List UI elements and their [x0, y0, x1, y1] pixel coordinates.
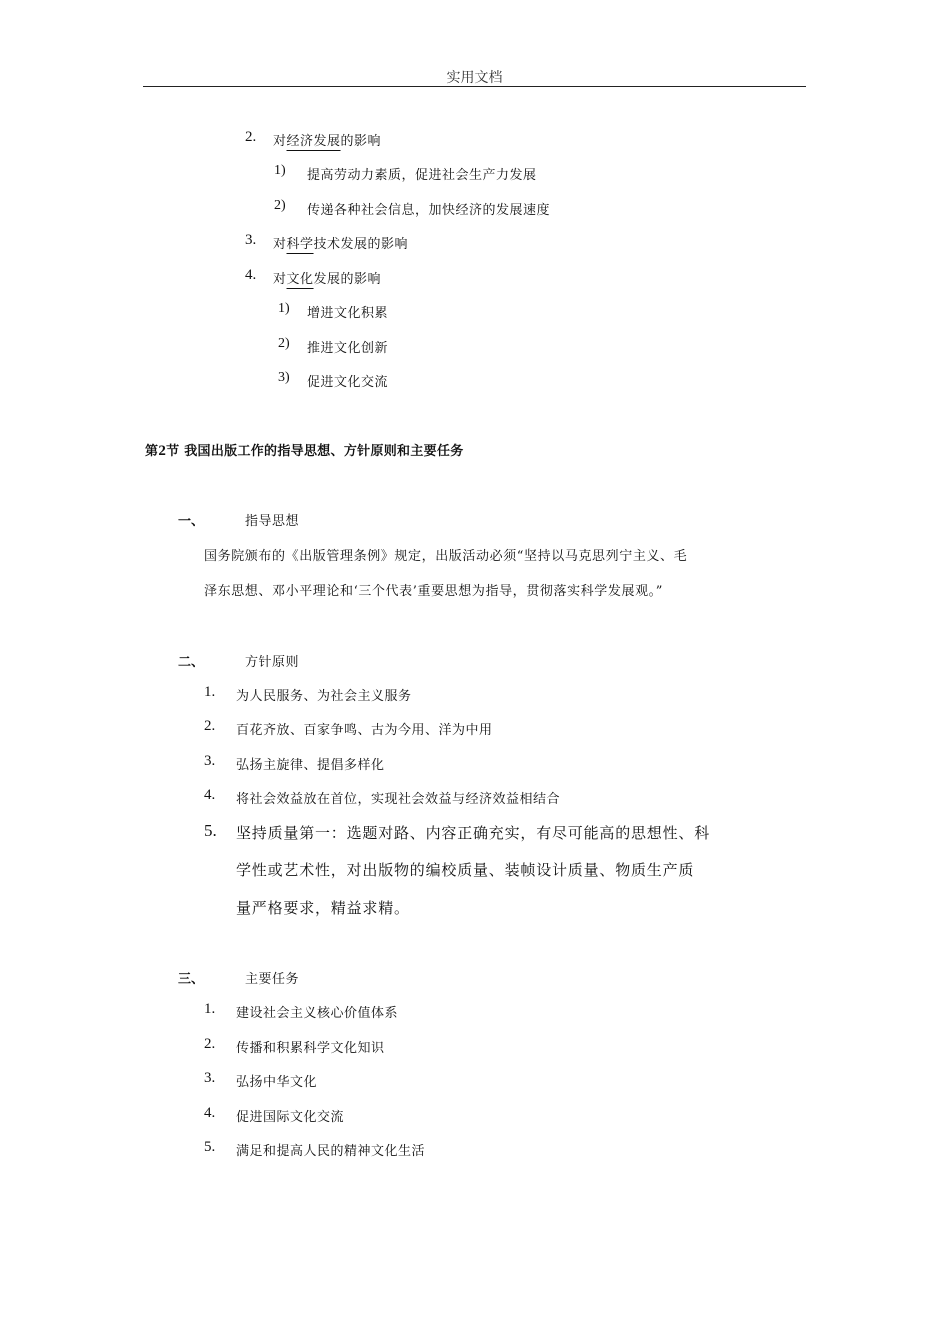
section-title: 第2节 我国出版工作的指导思想、方针原则和主要任务 [145, 443, 464, 459]
sub-number: 2) [274, 198, 286, 213]
list-number: 1. [204, 1001, 216, 1017]
page-header [143, 67, 806, 87]
item-number: 2. [245, 129, 257, 145]
sub-item: 促进文化交流 [307, 375, 389, 390]
paragraph-line: 泽东思想、邓小平理论和‘三个代表’重要思想为指导，贯彻落实科学发展观。” [204, 584, 664, 599]
list-item: 百花齐放、百家争鸣、古为今用、洋为中用 [236, 723, 493, 738]
list-item: 弘扬主旋律、提倡多样化 [236, 758, 385, 773]
list-number: 2. [204, 1036, 216, 1052]
item-number: 4. [245, 267, 257, 283]
heading-principles: 方针原则 [245, 655, 300, 670]
list-item-line: 量严格要求，精益求精。 [236, 899, 410, 917]
heading-main-tasks: 主要任务 [245, 972, 300, 987]
sub-number: 3) [278, 370, 290, 385]
sub-number: 1) [278, 301, 290, 316]
sub-number: 2) [278, 336, 290, 351]
list-item: 建设社会主义核心价值体系 [236, 1006, 399, 1021]
impact-culture: 对文化发展的影响 [273, 272, 382, 287]
list-number: 5. [204, 1139, 216, 1155]
list-item: 传播和积累科学文化知识 [236, 1041, 385, 1056]
list-number: 2. [204, 718, 216, 734]
list-number: 5. [204, 821, 217, 840]
list-item: 为人民服务、为社会主义服务 [236, 689, 412, 704]
list-item: 将社会效益放在首位，实现社会效益与经济效益相结合 [236, 792, 561, 807]
list-number: 4. [204, 1105, 216, 1121]
list-item: 满足和提高人民的精神文化生活 [236, 1144, 426, 1159]
list-number: 1. [204, 684, 216, 700]
heading-number: 一、 [178, 514, 205, 529]
impact-economy: 对经济发展的影响 [273, 134, 382, 149]
header-title: 实用文档 [446, 70, 503, 86]
sub-item: 提高劳动力素质，促进社会生产力发展 [307, 168, 537, 183]
item-number: 3. [245, 232, 257, 248]
list-item-line: 学性或艺术性，对出版物的编校质量、装帧设计质量、物质生产质 [236, 861, 695, 879]
impact-science: 对科学技术发展的影响 [273, 237, 409, 252]
list-number: 3. [204, 753, 216, 769]
heading-number: 三、 [178, 972, 205, 987]
list-item: 促进国际文化交流 [236, 1110, 345, 1125]
list-number: 3. [204, 1070, 216, 1086]
sub-number: 1) [274, 163, 286, 178]
sub-item: 传递各种社会信息，加快经济的发展速度 [307, 203, 551, 218]
heading-guiding-ideology: 指导思想 [245, 514, 300, 529]
list-item: 弘扬中华文化 [236, 1075, 318, 1090]
sub-item: 增进文化积累 [307, 306, 389, 321]
heading-number: 二、 [178, 655, 205, 670]
list-number: 4. [204, 787, 216, 803]
list-item-line: 坚持质量第一：选题对路、内容正确充实，有尽可能高的思想性、科 [236, 824, 711, 842]
paragraph-line: 国务院颁布的《出版管理条例》规定，出版活动必须“坚持以马克思列宁主义、毛 [204, 549, 688, 564]
sub-item: 推进文化创新 [307, 341, 389, 356]
